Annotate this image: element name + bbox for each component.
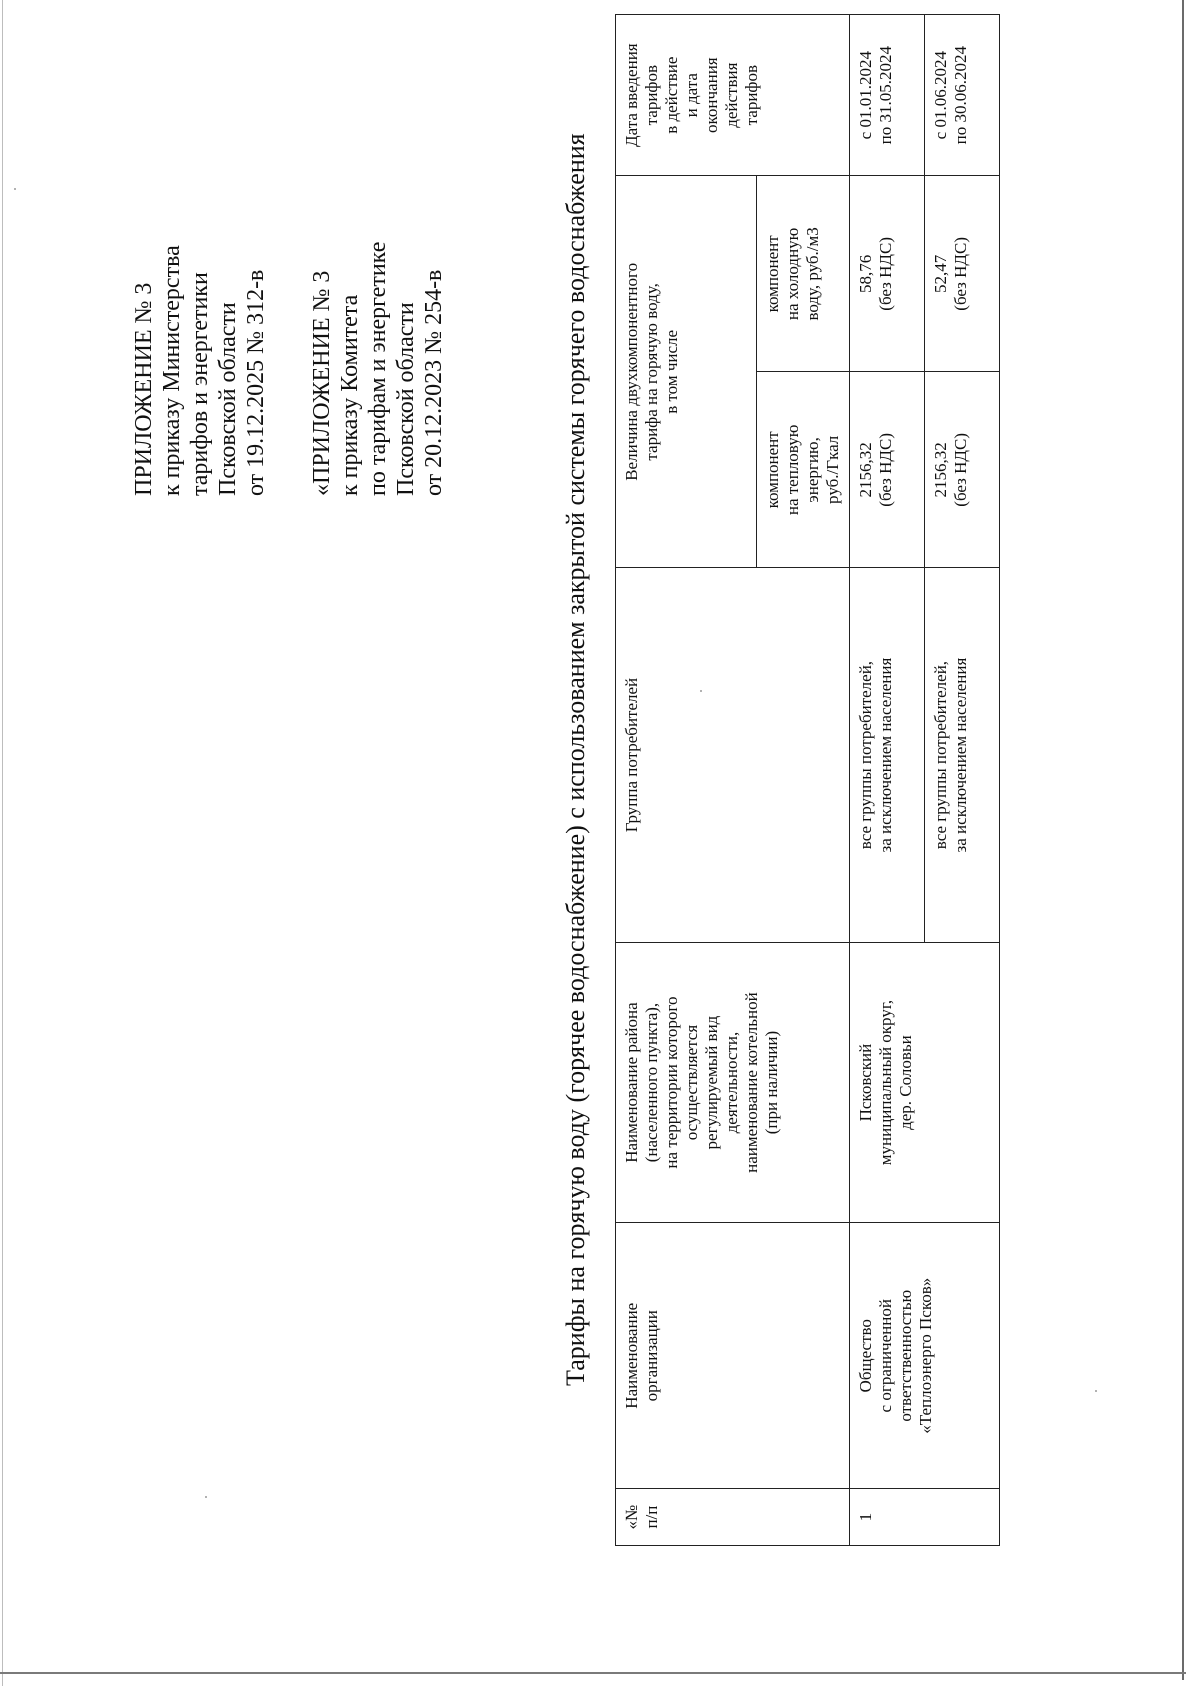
prior-appendix-line: по тарифам и энергетике (365, 241, 391, 496)
table-row (850, 15, 925, 1546)
tariff-table (615, 14, 1000, 1546)
appendix-line: от 19.12.2025 № 312-в (243, 269, 269, 496)
appendix-line: Псковской области (215, 302, 241, 496)
prior-appendix-line: от 20.12.2023 № 254-в (421, 269, 447, 496)
cell-consumer-group: все группы потребителей, за исключением населения (850, 568, 925, 942)
header-dates: Дата введения тарифов в действие и дата окончания действия тарифов (616, 15, 850, 176)
cell-area: Псковский муниципальный округ, дер. Соловьи (850, 942, 1000, 1223)
header-consumer-group: Группа потребителей (616, 568, 850, 942)
cell-consumer-group: все группы потребителей, за исключением населения (925, 568, 1000, 942)
document-title-text: Тарифы на горячую воду (горячее водоснабжение) с использованием закрытой системы горячего водоснабжения (561, 133, 590, 1386)
cell-cold-component: 58,76 (без НДС) (850, 176, 925, 372)
cell-dates: с 01.06.2024 по 30.06.2024 (925, 15, 1000, 176)
appendix-header (130, 76, 448, 496)
header-area: Наименование района (населенного пункта), на территории которого осуществляется регулируемый вид деятельности, наименование котельной (при наличии) (616, 942, 850, 1223)
scan-right-edge (1182, 0, 1184, 1680)
appendix-line: к приказу Министерства (159, 245, 185, 496)
cell-heat-component: 2156,32 (без НДС) (850, 372, 925, 568)
header-cold-component: компонент на холодную воду, руб./м3 (757, 176, 850, 372)
cell-dates: с 01.01.2024 по 31.05.2024 (850, 15, 925, 176)
cell-heat-component: 2156,32 (без НДС) (925, 372, 1000, 568)
header-organization: Наименование организации (616, 1223, 850, 1489)
prior-appendix-line: к приказу Комитета (337, 294, 363, 496)
appendix-line: тарифов и энергетики (187, 272, 213, 496)
document-title (560, 56, 592, 1536)
table-header-row (616, 15, 757, 1546)
cell-cold-component: 52,47 (без НДС) (925, 176, 1000, 372)
prior-appendix-line: Псковской области (393, 302, 419, 496)
appendix-line: ПРИЛОЖЕНИЕ № 3 (131, 282, 157, 496)
header-tariff-value: Величина двухкомпонентного тарифа на горячую воду, в том числе (616, 176, 757, 568)
prior-appendix-line: «ПРИЛОЖЕНИЕ № 3 (309, 270, 335, 496)
cell-num: 1 (850, 1489, 1000, 1546)
cell-organization: Общество с ограниченной ответственностью «Теплоэнерго Псков» (850, 1223, 1000, 1489)
header-num: «№ п/п (616, 1489, 850, 1546)
header-heat-component: компонент на тепловую энергию, руб./Гкал (757, 372, 850, 568)
scan-bottom-edge (0, 1672, 1186, 1674)
